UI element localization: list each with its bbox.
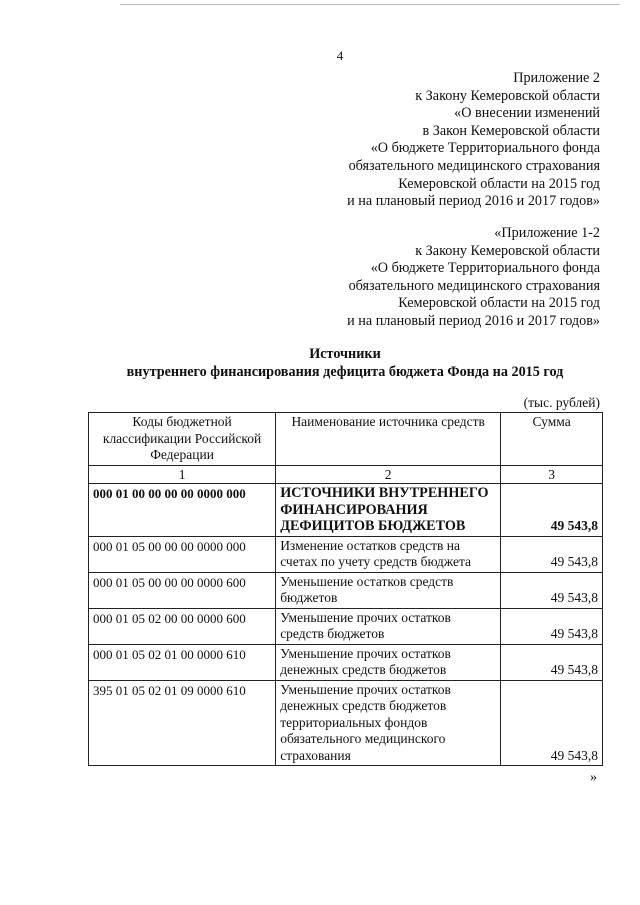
column-number: 3 [501, 466, 603, 484]
document-subtitle: внутреннего финансирования дефицита бюджета Фонда на 2015 год [126, 364, 564, 380]
appendix-header-line: «О внесении изменений [454, 105, 600, 122]
row-name: Уменьшение остатков средств бюджетов [276, 572, 501, 608]
header-sum: Сумма [501, 413, 603, 466]
header-name: Наименование источника средств [276, 413, 501, 466]
appendix-header-line: обязательного медицинского страхования [348, 157, 600, 174]
top-border-line [120, 4, 620, 5]
appendix-subheader-line: и на плановый период 2016 и 2017 годов» [347, 312, 600, 329]
row-sum: 49 543,8 [501, 484, 603, 537]
table-row [89, 644, 603, 680]
row-sum: 49 543,8 [501, 644, 603, 680]
row-name: Уменьшение прочих остатков денежных средств бюджетов территориальных фондов обязательного медицинского страхования [276, 680, 501, 766]
row-name: ИСТОЧНИКИ ВНУТРЕННЕГО ФИНАНСИРОВАНИЯ ДЕФИЦИТОВ БЮДЖЕТОВ [276, 484, 501, 537]
row-name: Уменьшение прочих остатков денежных средств бюджетов [276, 644, 501, 680]
page-number: 4 [336, 48, 344, 63]
table-row [89, 572, 603, 608]
column-number: 1 [89, 466, 276, 484]
appendix-header [347, 70, 600, 211]
appendix-subheader-line: «Приложение 1-2 [494, 225, 600, 241]
row-code: 395 01 05 02 01 09 0000 610 [89, 680, 276, 766]
appendix-subheader-line: «О бюджете Территориального фонда [370, 260, 600, 277]
document-title: Источники [309, 346, 381, 362]
appendix-header-line: и на плановый период 2016 и 2017 годов» [347, 193, 600, 210]
appendix-subheader-line: обязательного медицинского страхования [348, 277, 600, 294]
table-row [89, 536, 603, 572]
appendix-subheader-line: к Закону Кемеровской области [415, 242, 600, 259]
appendix-subheader-line: Кемеровской области на 2015 год [398, 295, 600, 312]
row-sum: 49 543,8 [501, 608, 603, 644]
column-number: 2 [276, 466, 501, 484]
row-sum: 49 543,8 [501, 536, 603, 572]
header-codes: Коды бюджетной классификации Российской Федерации [89, 413, 276, 466]
appendix-header-line: к Закону Кемеровской области [415, 87, 600, 104]
budget-sources-table [88, 412, 603, 766]
row-code: 000 01 05 00 00 00 0000 000 [89, 536, 276, 572]
row-name: Изменение остатков средств на счетах по учету средств бюджета [276, 536, 501, 572]
appendix-header-line: Приложение 2 [513, 70, 600, 86]
table-row [89, 484, 603, 537]
appendix-header-line: «О бюджете Территориального фонда [370, 140, 600, 157]
appendix-header-line: в Закон Кемеровской области [422, 122, 600, 139]
closing-quote-mark: » [590, 770, 597, 785]
column-number-row [89, 466, 603, 484]
row-code: 000 01 05 02 01 00 0000 610 [89, 644, 276, 680]
table-row [89, 680, 603, 766]
row-sum: 49 543,8 [501, 680, 603, 766]
row-code: 000 01 00 00 00 00 0000 000 [89, 484, 276, 537]
appendix-header-line: Кемеровской области на 2015 год [398, 175, 600, 192]
appendix-subheader [347, 225, 600, 331]
row-code: 000 01 05 00 00 00 0000 600 [89, 572, 276, 608]
row-sum: 49 543,8 [501, 572, 603, 608]
units-label: (тыс. рублей) [523, 395, 600, 410]
row-code: 000 01 05 02 00 00 0000 600 [89, 608, 276, 644]
row-name: Уменьшение прочих остатков средств бюджетов [276, 608, 501, 644]
table-header-row [89, 413, 603, 466]
table-row [89, 608, 603, 644]
